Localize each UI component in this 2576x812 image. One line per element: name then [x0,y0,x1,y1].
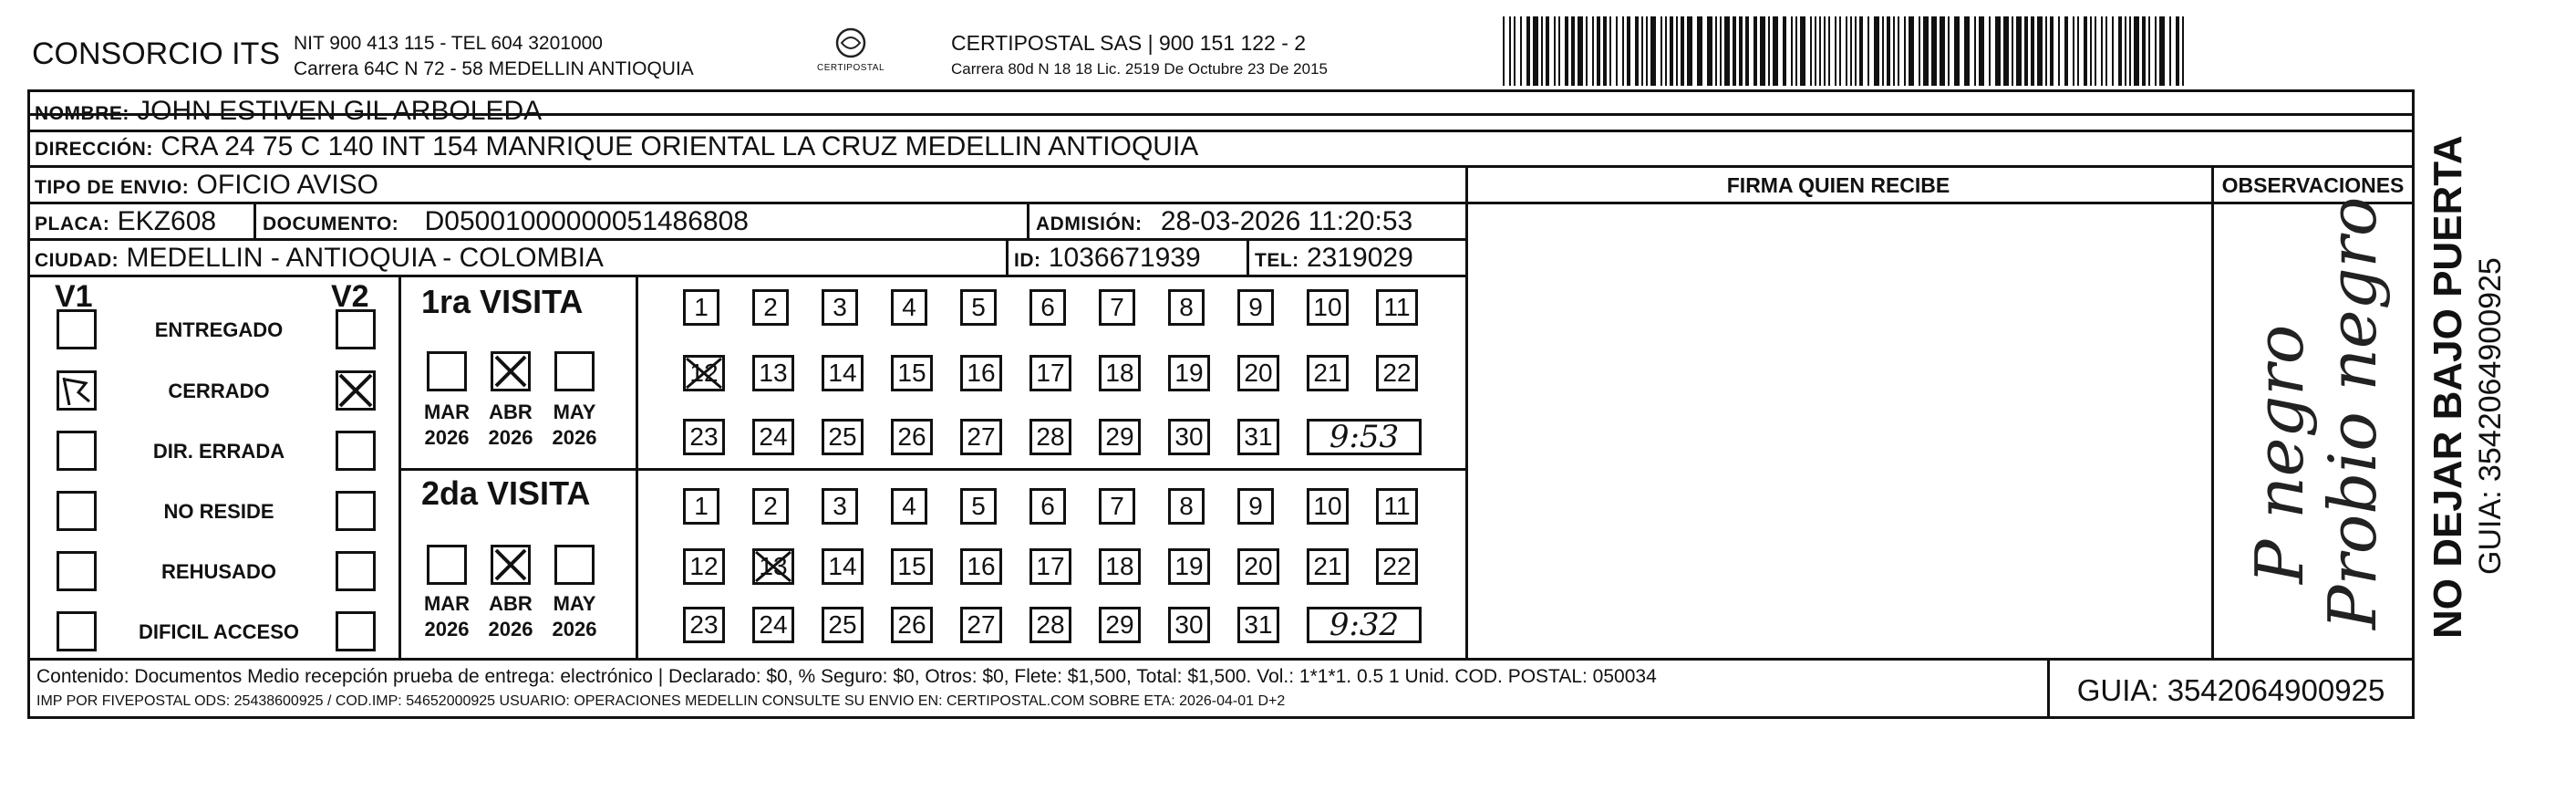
admision-label: ADMISIÓN: [1036,213,1143,234]
day-box[interactable]: 6 [1029,289,1066,326]
logo-text: CERTIPOSTAL [816,63,885,73]
day-box[interactable]: 7 [1099,289,1135,326]
month-label: MAY [553,401,596,423]
visit-title: 2da VISITA [421,474,591,512]
day-box[interactable]: 3 [822,289,858,326]
day-box[interactable]: 13 [752,548,794,585]
day-box[interactable]: 29 [1099,419,1141,455]
tel-row [1255,243,1413,276]
v1-checkbox[interactable] [57,370,97,411]
day-box[interactable]: 30 [1168,419,1210,455]
day-box[interactable]: 15 [891,548,933,585]
day-box[interactable]: 1 [683,488,719,525]
month-checkbox[interactable] [554,351,595,391]
year-label: 2026 [424,426,470,449]
status-label: CERRADO [168,380,270,402]
day-box[interactable]: 4 [891,289,927,326]
day-box[interactable]: 10 [1307,488,1349,525]
observaciones-handwritten-1: P negro [2241,324,2318,584]
day-box[interactable]: 5 [960,488,997,525]
nombre-value: JOHN ESTIVEN GIL ARBOLEDA [137,96,543,126]
day-box[interactable]: 19 [1168,355,1210,391]
year-label: 2026 [488,618,533,640]
day-box[interactable]: 13 [752,355,794,391]
year-label: 2026 [552,426,597,449]
day-box[interactable]: 21 [1307,548,1349,585]
documento-label: DOCUMENTO: [263,213,399,234]
month-checkbox[interactable] [491,545,531,585]
day-box[interactable]: 5 [960,289,997,326]
day-box[interactable]: 7 [1099,488,1135,525]
day-box[interactable]: 22 [1376,548,1418,585]
month-label: MAR [423,592,471,615]
day-box[interactable]: 15 [891,355,933,391]
day-box[interactable]: 29 [1099,607,1141,643]
id-value: 1036671939 [1048,243,1201,273]
time-box[interactable]: 9:32 [1307,607,1422,643]
v2-checkbox[interactable] [336,551,376,591]
side-no-dejar: NO DEJAR BAJO PUERTA [2426,135,2470,639]
day-box[interactable]: 10 [1307,289,1349,326]
ciudad-value: MEDELLIN - ANTIOQUIA - COLOMBIA [126,243,604,273]
direccion-label: DIRECCIÓN: [35,139,153,160]
v2-checkbox[interactable] [336,309,376,349]
day-box[interactable]: 11 [1376,488,1418,525]
day-box[interactable]: 24 [752,607,794,643]
day-box[interactable]: 16 [960,548,1002,585]
day-box[interactable]: 24 [752,419,794,455]
v1-label: V1 [55,279,93,314]
direccion-row [35,131,1198,165]
day-box[interactable]: 2 [752,488,789,525]
documento-value: D05001000000051486808 [424,206,749,236]
time-box[interactable]: 9:53 [1307,419,1422,455]
nombre-label: NOMBRE: [35,103,129,124]
year-label: 2026 [552,618,597,640]
day-box[interactable]: 16 [960,355,1002,391]
status-label: NO RESIDE [163,500,274,523]
day-box[interactable]: 3 [822,488,858,525]
visit-title: 1ra VISITA [421,283,584,320]
observaciones-header: OBSERVACIONES [2221,173,2405,197]
v2-checkbox[interactable] [336,491,376,531]
year-label: 2026 [488,426,533,449]
placa-row [35,206,216,240]
placa-label: PLACA: [35,213,110,234]
day-box[interactable]: 2 [752,289,789,326]
carrier-address: Carrera 80d N 18 18 Lic. 2519 De Octubre 23 De 2015 [951,60,1328,78]
day-box[interactable]: 12 [683,355,725,391]
day-box[interactable]: 23 [683,607,725,643]
day-box[interactable]: 11 [1376,289,1418,326]
ciudad-label: CIUDAD: [35,250,119,271]
admision-value: 28-03-2026 11:20:53 [1160,206,1413,236]
day-box[interactable]: 17 [1029,548,1071,585]
day-box[interactable]: 26 [891,607,933,643]
barcode [1503,16,2191,88]
tipo-row [35,170,378,203]
day-box[interactable]: 9 [1237,488,1274,525]
v1-checkbox[interactable] [57,551,97,591]
admision-row [1036,206,1412,240]
v1-checkbox[interactable] [57,431,97,471]
day-box[interactable]: 17 [1029,355,1071,391]
placa-value: EKZ608 [117,206,217,236]
nombre-row [35,96,542,130]
documento-row [263,206,749,240]
year-label: 2026 [424,618,470,640]
day-box[interactable]: 22 [1376,355,1418,391]
tel-label: TEL: [1255,250,1299,271]
observaciones-handwritten-2: Probio negro [2314,196,2391,630]
day-box[interactable]: 19 [1168,548,1210,585]
month-label: MAR [423,401,471,423]
tipo-label: TIPO DE ENVIO: [35,177,190,198]
day-box[interactable]: 20 [1237,548,1279,585]
v2-label: V2 [331,279,369,314]
month-label: ABR [489,401,533,423]
v2-checkbox[interactable] [336,611,376,651]
status-label: DIR. ERRADA [152,440,285,463]
day-box[interactable]: 21 [1307,355,1349,391]
status-label: ENTREGADO [154,318,284,341]
day-box[interactable]: 1 [683,289,719,326]
month-checkbox[interactable] [491,351,531,391]
v2-checkbox[interactable] [336,431,376,471]
month-label: ABR [489,592,533,615]
status-label: DIFICIL ACCESO [138,620,299,643]
day-box[interactable]: 27 [960,419,1002,455]
day-box[interactable]: 23 [683,419,725,455]
certipostal-logo [810,27,892,82]
firma-header: FIRMA QUIEN RECIBE [1726,173,1950,197]
day-box[interactable]: 25 [822,419,864,455]
footer-imp: IMP POR FIVEPOSTAL ODS: 25438600925 / COD.IMP: 54652000925 USUARIO: OPERACIONES MEDELLIN CONSULTE SU ENVIO EN: CERTIPOSTAL.COM SOBRE ETA: 2026-04-01 D+2 [36,693,1286,709]
tipo-value: OFICIO AVISO [196,170,379,200]
day-box[interactable]: 8 [1168,488,1205,525]
day-box[interactable]: 31 [1237,607,1279,643]
footer-guia: GUIA: 3542064900925 [2076,673,2385,707]
month-checkbox[interactable] [554,545,595,585]
day-box[interactable]: 28 [1029,419,1071,455]
v1-checkbox[interactable] [57,309,97,349]
day-box[interactable]: 25 [822,607,864,643]
day-box[interactable]: 31 [1237,419,1279,455]
month-label: MAY [553,592,596,615]
day-box[interactable]: 8 [1168,289,1205,326]
month-checkbox[interactable] [427,351,467,391]
id-label: ID: [1014,250,1041,271]
company-address: Carrera 64C N 72 - 58 MEDELLIN ANTIOQUIA [294,58,694,79]
id-row [1014,243,1201,276]
day-box[interactable]: 18 [1099,355,1141,391]
carrier-name: CERTIPOSTAL SAS | 900 151 122 - 2 [951,31,1307,55]
day-box[interactable]: 14 [822,548,864,585]
day-box[interactable]: 30 [1168,607,1210,643]
month-checkbox[interactable] [427,545,467,585]
day-box[interactable]: 28 [1029,607,1071,643]
v2-checkbox[interactable] [336,370,376,411]
v1-checkbox[interactable] [57,611,97,651]
company-name: CONSORCIO ITS [32,36,281,71]
day-box[interactable]: 14 [822,355,864,391]
status-label: REHUSADO [161,560,276,583]
ciudad-row [35,243,604,276]
certipostal-logo-icon [833,27,869,58]
day-box[interactable]: 27 [960,607,1002,643]
company-nit-tel: NIT 900 413 115 - TEL 604 3201000 [294,33,603,54]
footer-contenido: Contenido: Documentos Medio recepción prueba de entrega: electrónico | Declarado: $0, % Seguro: $0, Otros: $0, Flete: $1,500, Total: $1,500. Vol.: 1*1*1. 0.5 1 Unid. COD. POSTAL: 050034 [36,666,1657,687]
side-guia: GUIA: 3542064900925 [2473,257,2508,575]
day-box[interactable]: 20 [1237,355,1279,391]
day-box[interactable]: 9 [1237,289,1274,326]
day-box[interactable]: 4 [891,488,927,525]
day-box[interactable]: 26 [891,419,933,455]
direccion-value: CRA 24 75 C 140 INT 154 MANRIQUE ORIENTAL LA CRUZ MEDELLIN ANTIOQUIA [160,131,1199,161]
tel-value: 2319029 [1307,243,1413,273]
day-box[interactable]: 6 [1029,488,1066,525]
v1-checkbox[interactable] [57,491,97,531]
day-box[interactable]: 12 [683,548,725,585]
day-box[interactable]: 18 [1099,548,1141,585]
